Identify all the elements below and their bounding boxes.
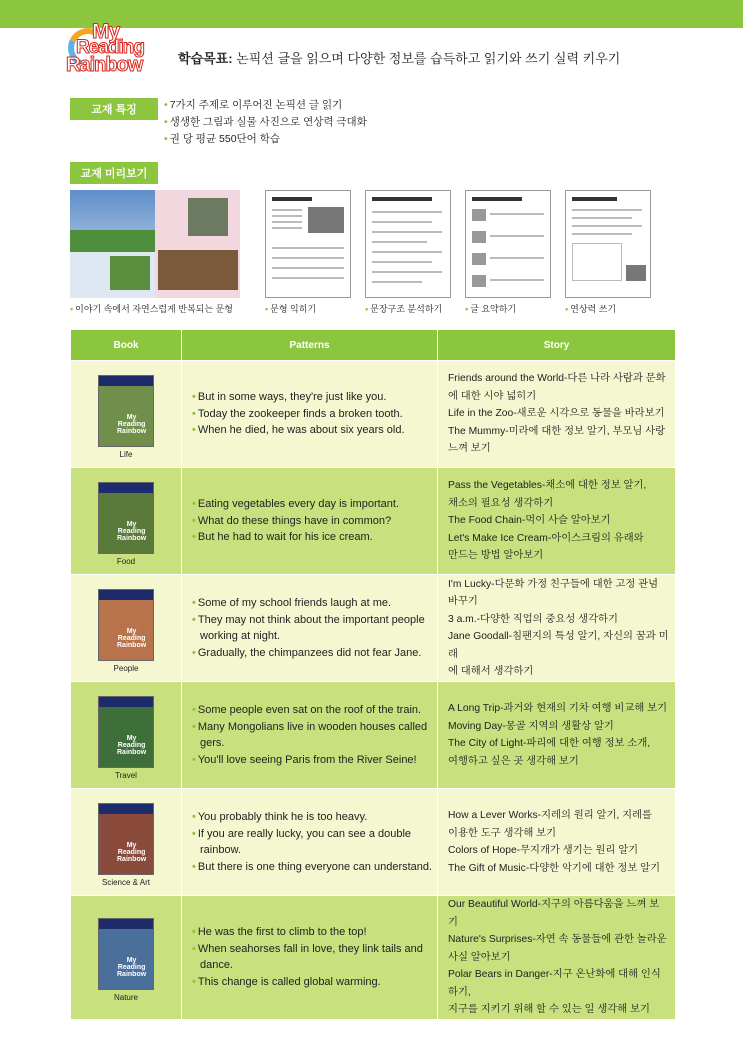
book-cell: [71, 896, 182, 1020]
book-cell: [71, 361, 182, 468]
pattern-item: • Eating vegetables every day is important.: [192, 498, 400, 511]
preview-worksheet-summary: [565, 190, 651, 298]
patterns-cell: [182, 789, 438, 896]
book-title: Science & Art: [101, 878, 151, 887]
bullet-icon: •: [192, 704, 196, 716]
logo-line-3: Rainbow: [66, 54, 143, 76]
story-cell: [438, 682, 676, 789]
pattern-item: • What do these things have in common?: [192, 514, 392, 527]
bullet-icon: •: [70, 304, 74, 314]
learning-goal-text: 논픽션 글을 읽으며 다양한 정보를 습득하고 읽기와 쓰기 실력 키우기: [232, 51, 621, 66]
preview-caption: • 연상력 쓰기: [565, 304, 617, 314]
story-line: 3 a.m.-다양한 직업의 중요성 생각하기: [448, 613, 618, 625]
bullet-icon: •: [192, 498, 196, 511]
features-tag: 교재 특징: [70, 98, 158, 120]
bullet-icon: •: [192, 811, 196, 823]
feature-item: • 7가지 주제로 이루어진 논픽션 글 읽기: [164, 99, 343, 111]
story-line: A Long Trip-과거와 현재의 기차 여행 비교해 보기: [448, 703, 668, 714]
patterns-cell: [182, 575, 438, 682]
story-cell: [438, 361, 676, 468]
preview-caption: • 문장구조 분석하기: [365, 304, 443, 314]
bullet-icon: •: [192, 975, 196, 988]
bullet-icon: •: [192, 860, 196, 873]
story-line: The City of Light-파리에 대한 여행 정보 소개,: [448, 738, 651, 749]
table-row: [71, 468, 676, 575]
story-line: Polar Bears in Danger-지구 온난화에 대해 인식하기,: [448, 969, 661, 998]
story-line: 만드는 방법 알아보기: [448, 550, 544, 562]
bullet-icon: •: [192, 753, 196, 766]
table-row: [71, 896, 676, 1020]
book-title: Nature: [113, 993, 138, 1003]
pattern-item: • Some of my school friends laugh at me.: [192, 597, 392, 609]
story-line: The Mummy-미라에 대한 정보 알기, 부모님 사랑: [448, 425, 666, 437]
pattern-item: • But there is one thing everyone can understand.: [192, 860, 433, 873]
bullet-icon: •: [192, 613, 196, 626]
story-line: 느껴 보기: [448, 443, 491, 455]
book-series-table: [70, 329, 676, 1020]
story-line: Our Beautiful World-지구의 아름다움을 느껴 보기: [448, 899, 660, 928]
pattern-item: • Some people even sat on the roof of the train.: [192, 704, 422, 716]
bullet-icon: •: [465, 304, 469, 314]
pattern-item: • When he died, he was about six years old.: [192, 424, 405, 437]
pattern-item: • But he had to wait for his ice cream.: [192, 531, 373, 544]
story-cell: [438, 789, 676, 896]
pattern-item: • But in some ways, they're just like you.: [192, 391, 387, 404]
bullet-icon: •: [192, 597, 196, 609]
patterns-cell: [182, 682, 438, 789]
column-header-story: Story: [438, 330, 676, 361]
book-cover-image: My Reading Rainbow: [98, 589, 154, 661]
bullet-icon: •: [192, 531, 196, 544]
pattern-item: • Many Mongolians live in wooden houses called gers.: [192, 720, 428, 749]
story-line: 채소의 필요성 생각하기: [448, 497, 554, 509]
features-list: [164, 97, 367, 148]
bullet-icon: •: [192, 514, 196, 527]
story-line: Let's Make Ice Cream-아이스크림의 유래와: [448, 532, 644, 544]
bullet-icon: •: [365, 304, 369, 314]
book-cover-image: My Reading Rainbow: [98, 696, 154, 768]
story-line: 에 대해서 생각하기: [448, 666, 534, 677]
table-row: [71, 575, 676, 682]
bullet-icon: •: [192, 720, 196, 733]
book-cover-image: My Reading Rainbow: [98, 918, 154, 990]
column-header-book: Book: [71, 330, 182, 361]
pattern-item: • If you are really lucky, you can see a double rainbow.: [192, 827, 412, 856]
story-line: 여행하고 싶은 곳 생각해 보기: [448, 755, 579, 767]
bullet-icon: •: [265, 304, 269, 314]
table-row: [71, 361, 676, 468]
logo-line-2: Reading: [76, 37, 144, 58]
story-line: Pass the Vegetables-채소에 대한 정보 알기,: [448, 480, 647, 492]
pattern-item: • You probably think he is too heavy.: [192, 811, 368, 823]
book-cover-image: My Reading Rainbow: [98, 375, 154, 447]
bullet-icon: •: [192, 424, 196, 437]
preview-worksheet-structure: [365, 190, 451, 298]
book-title: Food: [116, 557, 136, 566]
feature-item: • 권 당 평균 550단어 학습: [164, 133, 281, 145]
bullet-icon: •: [192, 646, 196, 659]
table-row: [71, 789, 676, 896]
story-line: 지구를 지키기 위해 할 수 있는 일 생각해 보기: [448, 1004, 650, 1015]
pattern-item: • When seahorses fall in love, they link tails and dance.: [192, 942, 423, 972]
story-line: How a Lever Works-지레의 원리 알기, 지레를: [448, 810, 652, 821]
bullet-icon: •: [164, 99, 168, 111]
story-line: I'm Lucky-다문화 가정 친구들에 대한 고정 관념: [448, 578, 659, 590]
book-cover-image: My Reading Rainbow: [98, 803, 154, 875]
column-header-patterns: Patterns: [182, 330, 438, 361]
pattern-item: • Today the zookeeper finds a broken tooth.: [192, 407, 403, 420]
preview-caption: • 글 요약하기: [465, 304, 517, 314]
bullet-icon: •: [192, 942, 196, 955]
pattern-item: • Gradually, the chimpanzees did not fear Jane.: [192, 646, 422, 659]
story-line: Jane Goodall-침팬지의 특성 알기, 자신의 꿈과 미래: [448, 631, 669, 660]
story-line: The Food Chain-먹이 사슬 알아보기: [448, 515, 611, 527]
book-cell: [71, 682, 182, 789]
pattern-item: • He was the first to climb to the top!: [192, 926, 367, 939]
pattern-item: • You'll love seeing Paris from the River Seine!: [192, 753, 417, 766]
bullet-icon: •: [565, 304, 569, 314]
learning-goal-label: 학습목표:: [178, 51, 233, 66]
story-line: The Gift of Music-다양한 악기에 대한 정보 알기: [448, 862, 661, 874]
story-line: 사실 알아보기: [448, 951, 511, 963]
table-row: [71, 682, 676, 789]
patterns-cell: [182, 896, 438, 1020]
my-reading-rainbow-logo: [66, 20, 166, 78]
story-line: Friends around the World-다른 나라 사람과 문화: [448, 373, 666, 385]
book-title: Life: [119, 450, 133, 459]
story-line: 이용한 도구 생각해 보기: [448, 827, 557, 839]
book-title: People: [113, 664, 139, 673]
book-cell: [71, 468, 182, 575]
bullet-icon: •: [164, 116, 168, 128]
learning-goal: [178, 48, 620, 67]
story-line: Nature's Surprises-자연 속 동물들에 관한 놀라운: [448, 934, 667, 945]
book-cover-image: My Reading Rainbow: [98, 482, 154, 554]
book-cell: [71, 789, 182, 896]
story-cell: [438, 468, 676, 575]
story-line: 에 대한 시야 넓히기: [448, 390, 537, 402]
book-cell: [71, 575, 182, 682]
bullet-icon: •: [192, 926, 196, 939]
book-title: Travel: [115, 771, 137, 780]
bullet-icon: •: [164, 133, 168, 145]
preview-worksheet-checkup: [265, 190, 351, 298]
story-cell: [438, 575, 676, 682]
feature-item: • 생생한 그림과 실물 사진으로 연상력 극대화: [164, 116, 367, 128]
patterns-cell: [182, 361, 438, 468]
pattern-item: • This change is called global warming.: [192, 975, 381, 988]
pattern-item: • They may not think about the important people working at night.: [192, 613, 425, 642]
bullet-icon: •: [192, 407, 196, 420]
logo-line-1: My: [92, 20, 120, 43]
preview-book-spread-image: [70, 190, 240, 298]
story-line: Colors of Hope-무지개가 생기는 원리 알기: [448, 845, 639, 856]
bullet-icon: •: [192, 391, 196, 404]
preview-caption: • 이야기 속에서 자연스럽게 반복되는 문형: [70, 304, 233, 314]
story-line: Moving Day-몽골 지역의 생활상 알기: [448, 720, 614, 732]
preview-tag: 교재 미리보기: [70, 162, 158, 184]
story-line: Life in the Zoo-새로운 시각으로 동물을 바라보기: [448, 408, 665, 420]
story-line: 바꾸기: [448, 596, 478, 607]
preview-worksheet-writing: [465, 190, 551, 298]
preview-caption: • 문형 익히기: [265, 304, 317, 314]
story-cell: [438, 896, 676, 1020]
bullet-icon: •: [192, 827, 196, 840]
patterns-cell: [182, 468, 438, 575]
